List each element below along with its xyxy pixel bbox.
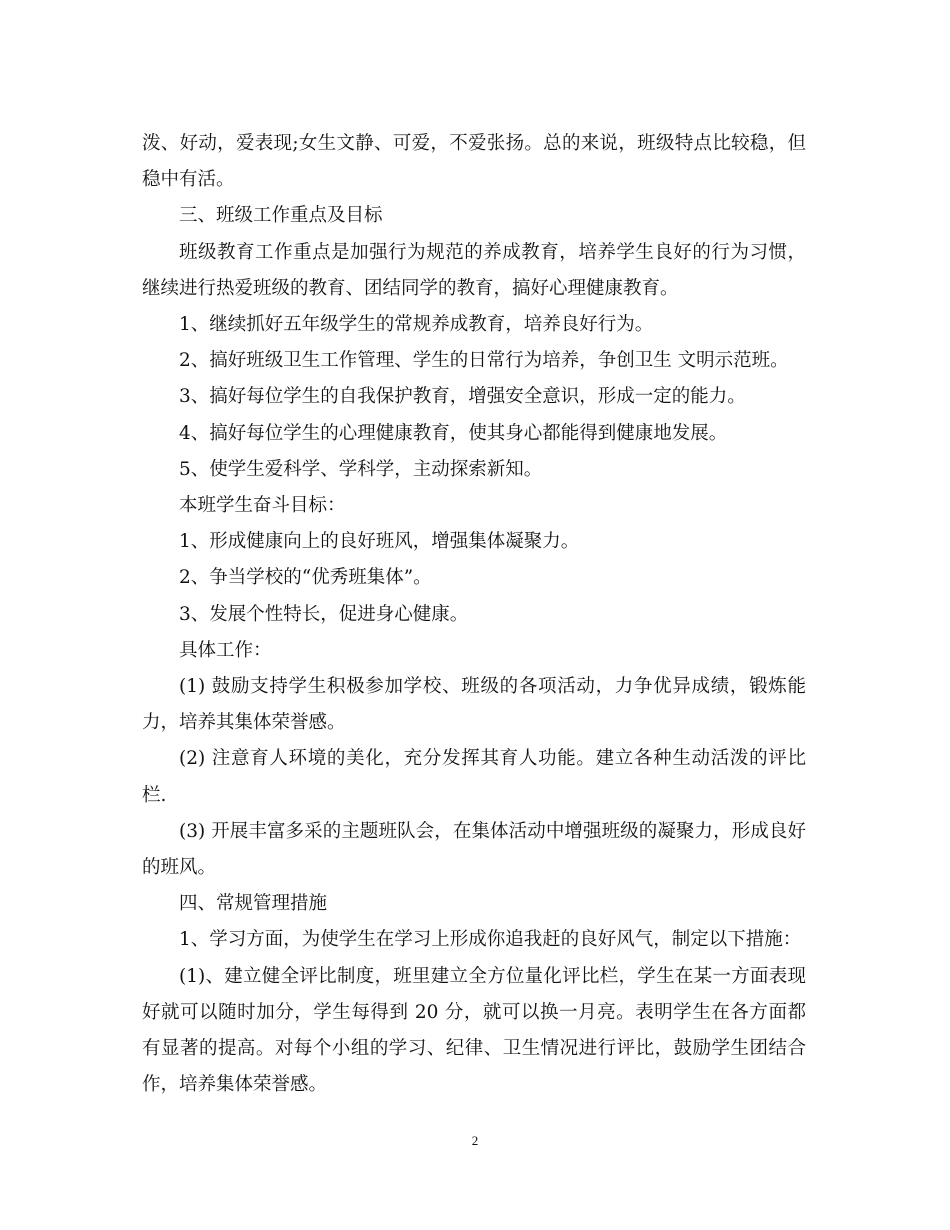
subheading-specific-work: 具体工作：	[179, 639, 272, 661]
list-item-focus-2: 2、搞好班级卫生工作管理、学生的日常行为培养，争创卫生 文明示范班。	[179, 350, 789, 372]
list-item-work-3: (3) 开展丰富多采的主题班队会，在集体活动中增强班级的凝聚力，形成良好的班风。	[142, 820, 806, 879]
list-item-work-2: (2) 注意育人环境的美化，充分发挥其育人功能。建立各种生动活泼的评比栏.	[142, 748, 806, 806]
list-item-focus-1: 1、继续抓好五年级学生的常规养成教育，培养良好行为。	[179, 314, 654, 336]
document-body	[142, 126, 806, 1103]
heading-section-four: 四、常规管理措施	[179, 893, 328, 915]
list-item-goal-1: 1、形成健康向上的良好班风，增强集体凝聚力。	[179, 531, 580, 553]
list-item-focus-3: 3、搞好每位学生的自我保护教育，增强安全意识，形成一定的能力。	[179, 386, 746, 408]
page-number: 2	[471, 1133, 479, 1148]
heading-section-three: 三、班级工作重点及目标	[179, 205, 383, 227]
paragraph-study-measures: 1、学习方面，为使学生在学习上形成你追我赶的良好风气，制定以下措施：	[179, 929, 802, 951]
paragraph-work-focus: 班级教育工作重点是加强行为规范的养成教育，培养学生良好的行为习惯，继续进行热爱班级的教育、团结同学的教育，搞好心理健康教育。	[142, 241, 806, 299]
list-item-goal-3: 3、发展个性特长，促进身心健康。	[179, 603, 469, 625]
list-item-focus-4: 4、搞好每位学生的心理健康教育，使其身心都能得到健康地发展。	[179, 422, 728, 444]
list-item-goal-2: 2、争当学校的“优秀班集体”。	[179, 567, 432, 589]
paragraph-evaluation-system: (1)、建立健全评比制度，班里建立全方位量化评比栏，学生在某一方面表现好就可以随时加分，学生每得到 20 分，就可以换一月亮。表明学生在各方面都有显著的提高。对每个小组的学习、纪律、卫生情况进行评比，鼓励学生团结合作，培养集体荣誉感。	[142, 965, 806, 1096]
paragraph-continued-class-traits: 泼、好动，爱表现;女生文静、可爱，不爱张扬。总的来说，班级特点比较稳，但稳中有活。	[142, 133, 806, 191]
list-item-work-1: (1) 鼓励支持学生积极参加学校、班级的各项活动，力争优异成绩，锻炼能力，培养其集体荣誉感。	[142, 676, 806, 734]
subheading-class-goals: 本班学生奋斗目标：	[179, 495, 346, 517]
list-item-focus-5: 5、使学生爱科学、学科学，主动探索新知。	[179, 458, 543, 480]
